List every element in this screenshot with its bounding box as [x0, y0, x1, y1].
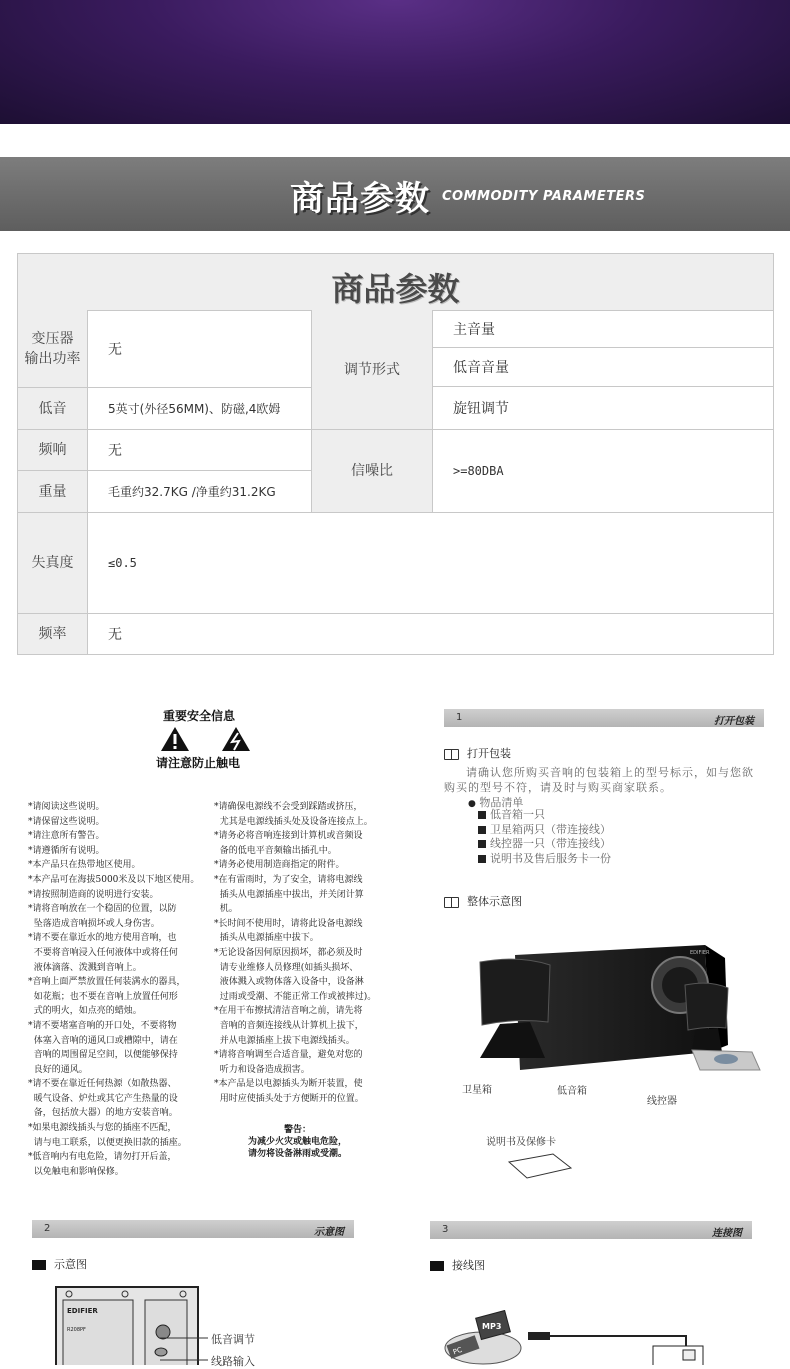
callout-bass-adjust: 低音调节	[211, 1333, 255, 1346]
label-weight: 重量	[18, 471, 88, 513]
warning-icons	[160, 726, 252, 752]
packing-list-title: ● 物品清单	[468, 796, 524, 809]
list-item: 低音箱一只	[478, 808, 611, 823]
safety-subtitle: 请注意防止触电	[156, 756, 241, 770]
parameter-table	[17, 253, 774, 655]
section-bar-title: 连接图	[712, 1228, 742, 1239]
brand-label: EDIFIER	[690, 950, 710, 956]
label-subwoofer: 低音箱	[557, 1086, 587, 1097]
manual-booklet-icon	[505, 1150, 575, 1180]
value-snr: >=80DBA	[433, 430, 773, 513]
connection-heading	[430, 1257, 485, 1273]
section-title-en: COMMODITY PARAMETERS	[442, 189, 646, 204]
warning-title: 警告：	[284, 1125, 312, 1135]
label-freq-response: 频响	[18, 430, 88, 471]
callout-lines	[160, 1330, 210, 1365]
shock-triangle-icon	[222, 727, 250, 751]
unpack-heading-text: 打开包装	[467, 747, 511, 760]
value-frequency: 无	[108, 627, 122, 643]
book-icon	[32, 1260, 46, 1270]
value-adjust-knob: 旋钮调节	[433, 387, 773, 430]
checkbox-icon	[478, 826, 486, 834]
pc-label: PC	[451, 1345, 464, 1357]
overview-heading-text: 整体示意图	[467, 895, 522, 908]
packing-list	[478, 808, 611, 866]
caution-triangle-icon	[161, 727, 189, 751]
diagram-heading	[32, 1256, 87, 1272]
value-weight: 毛重约32.7KG /净重约31.2KG	[88, 471, 312, 513]
table-header-text: 商品参数	[331, 270, 460, 308]
unpack-intro-1: 请确认您所购买音响的包装箱上的型号标示，如与您欲	[466, 766, 754, 779]
checkbox-icon	[478, 855, 486, 863]
value-distortion: ≤0.5	[88, 513, 773, 614]
section-title-cn: 商品参数	[290, 179, 430, 219]
safety-column-1: *请阅读这些说明。 *请保留这些说明。 *请注意所有警告。 *请遵循所有说明。 *本产品只在热带地区使用。 *本产品可在海拔5000米及以下地区使用。 *请按照制造商的说明进行安装。 *请将音响放在一个稳固的位置，以防 坠落造成音响损坏或人身伤害。 *请不要在靠近水的地方使用音响，也 不要将音响浸入任何液体中或将任何 液体滴落、泼溅到音响上。 *音响上面严禁放置任何装满水的器具， 如花瓶；也不要在音响上放置任何形 式的明火，如点亮的蜡烛。 *请不要堵塞音响的开口处，不要将物 体塞入音响的通风口或槽隙中，请在 音响的周围留足空间，以便能够保持 良好的通风。 *请不要在靠近任何热源（如散热器、 暖气设备、炉灶或其它产生热量的设 备，包括放大器）的地方安装音响。 *如果电源线插头与您的插座不匹配， 请与电工联系，以便更换旧款的插座。 *低音响内有电危险，请勿打开后盖， 以免触电和影响保修。	[28, 802, 200, 1177]
connection-heading-text: 接线图	[452, 1259, 485, 1272]
label-frequency: 频率	[18, 614, 88, 654]
safety-column-2: *请确保电源线不会受到踩踏或挤压， 尤其是电源线插头处及设备连接点上。 *请务必将音响连接到计算机或音频设 备的低电平音频输出插孔中。 *请务必使用制造商指定的附件。 *在有雷雨时，为了安全，请将电源线 插头从电源插座中拔出，并关闭计算 机。 *长时间不使用时，请将此设备电源线 插头从电源插座中拔下。 *无论设备因何原因损坏，都必须及时 请专业维修人员修理(如插头损坏、 液体溅入或物体落入设备中，设备淋 过雨或受潮、不能正常工作或被摔过)。 *在用干布擦拭清洁音响之前，请先将 音响的音频连接线从计算机上拔下， 并从电源插座上拔下电源线插头。 *请将音响调至合适音量，避免对您的 听力和设备造成损害。 *本产品是以电源插头为断开装置，使 用时应使插头处于方便断开的位置。	[214, 802, 377, 1104]
label-woofer: 低音	[18, 388, 88, 430]
connection-diagram	[438, 1310, 738, 1365]
section-title-bar	[0, 157, 790, 231]
book-icon	[430, 1261, 444, 1271]
table-header	[18, 254, 773, 311]
value-woofer: 5英寸(外径56MM)、防磁,4欧姆	[88, 388, 312, 430]
value-freq-response: 无	[88, 430, 312, 471]
mp3-label: MP3	[482, 1322, 502, 1331]
warning-line-1: 为减少火灾或触电危险，	[248, 1137, 348, 1147]
label-adjust: 调节形式	[312, 310, 433, 430]
warning-line-2: 请勿将设备淋雨或受潮。	[248, 1149, 348, 1159]
section-bar-title: 打开包装	[714, 716, 754, 727]
value-adjust-bass: 低音音量	[433, 348, 773, 387]
section-bar-diagram	[32, 1220, 354, 1238]
label-manual: 说明书及保修卡	[486, 1137, 556, 1148]
section-number: 1	[456, 712, 463, 723]
label-satellite: 卫星箱	[462, 1085, 492, 1096]
list-item: 说明书及售后服务卡一份	[478, 852, 611, 867]
controller-shape	[692, 1050, 760, 1070]
section-number: 3	[442, 1224, 449, 1235]
manual-scan	[0, 690, 790, 1368]
unpack-heading	[444, 745, 511, 761]
section-bar-unpack	[444, 709, 764, 727]
warning-box	[248, 1124, 347, 1160]
speaker-illustration	[470, 940, 770, 1085]
unpack-intro-2: 购买的型号不符，请及时与购买商家联系。	[444, 781, 672, 794]
checkbox-icon	[478, 840, 486, 848]
list-item: 线控器一只（带连接线）	[478, 837, 611, 852]
section-bar-title: 示意图	[314, 1227, 344, 1238]
book-icon	[444, 749, 459, 760]
label-snr: 信噪比	[312, 430, 433, 513]
label-controller: 线控器	[647, 1096, 677, 1107]
overview-heading	[444, 893, 522, 909]
label-distortion: 失真度	[18, 513, 88, 614]
panel-model: R208PF	[67, 1327, 86, 1333]
value-transformer: 无	[88, 310, 312, 388]
callout-line-input: 线路输入	[211, 1355, 255, 1368]
section-number: 2	[44, 1223, 51, 1234]
safety-title: 重要安全信息	[163, 709, 236, 723]
diagram-heading-text: 示意图	[54, 1258, 87, 1271]
value-adjust-main: 主音量	[433, 310, 773, 348]
section-bar-connection	[430, 1221, 752, 1239]
top-banner	[0, 0, 790, 124]
panel-brand: EDIFIER	[67, 1307, 98, 1315]
packing-list-title-text: 物品清单	[479, 796, 524, 809]
list-item: 卫星箱两只（带连接线）	[478, 823, 611, 838]
checkbox-icon	[478, 811, 486, 819]
label-transformer: 变压器 输出功率	[18, 310, 88, 388]
book-icon	[444, 897, 459, 908]
